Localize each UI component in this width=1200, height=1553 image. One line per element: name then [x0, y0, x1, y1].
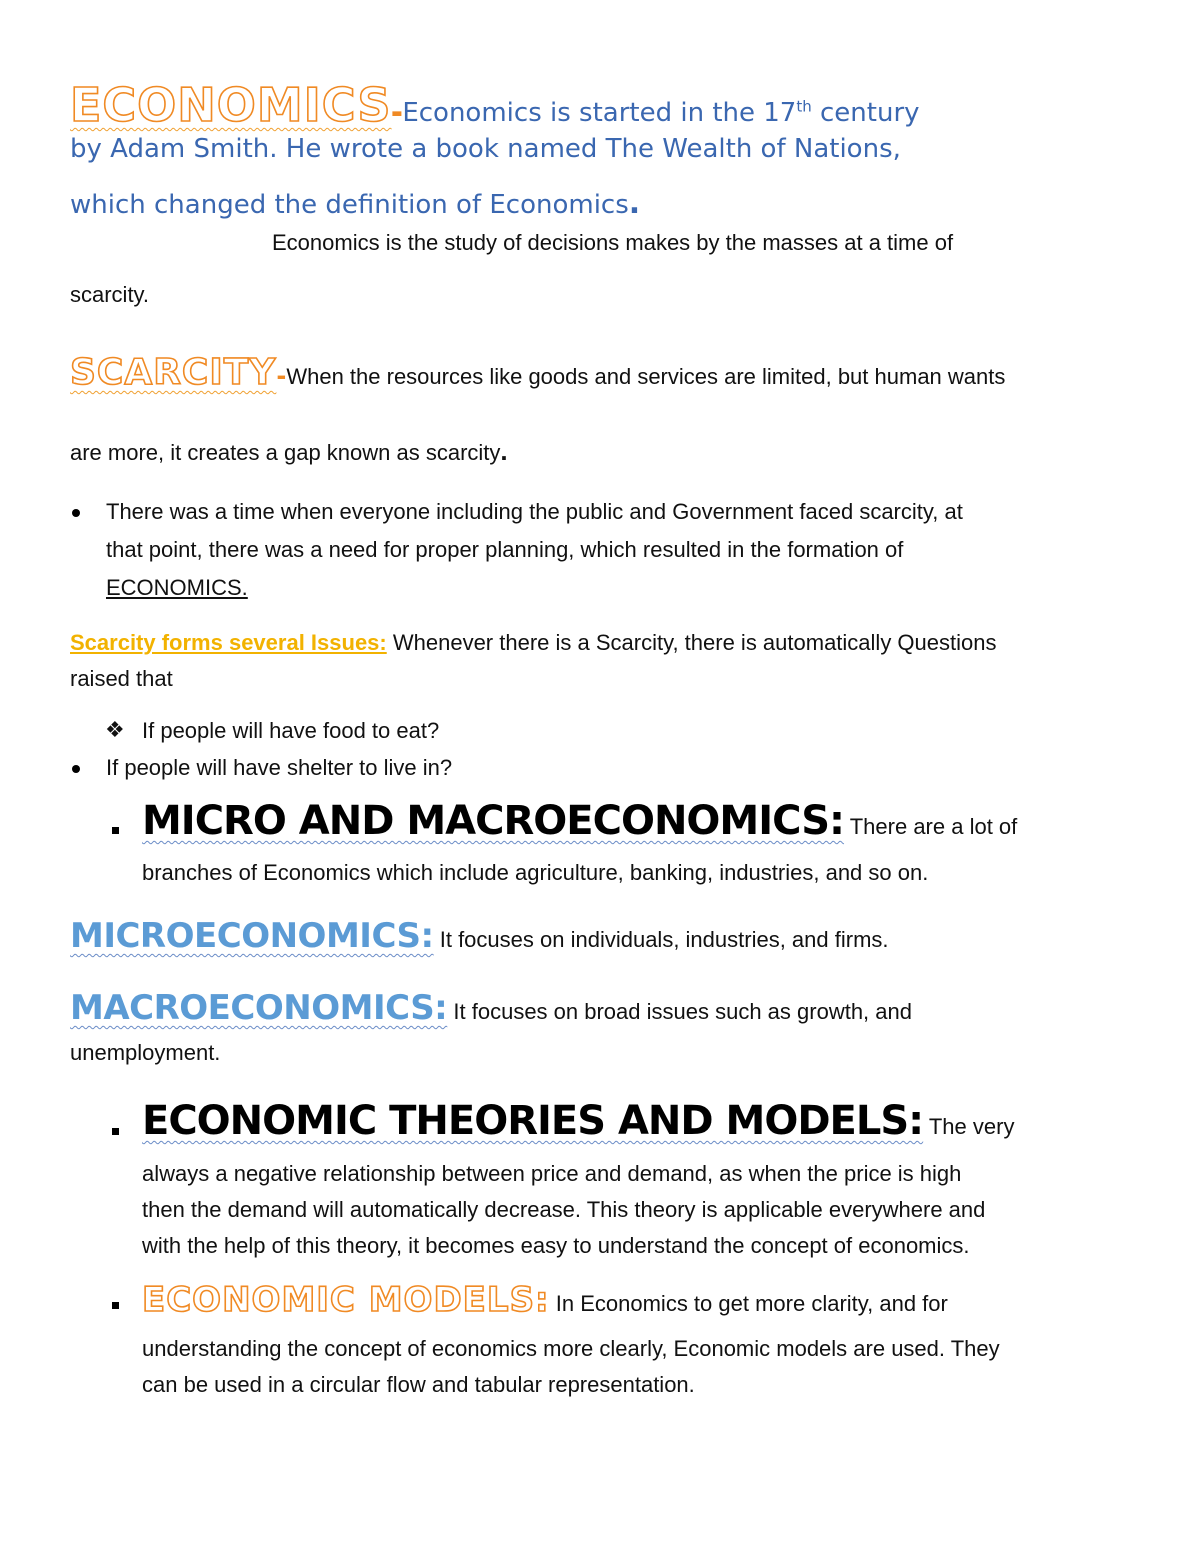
economics-line2: by Adam Smith. He wrote a book named The Wealth of Nations,: [70, 134, 901, 164]
scarcity-line2-text: are more, it creates a gap known as scarcity: [70, 440, 501, 465]
intro-pre: Economics is started in the 17: [402, 98, 797, 128]
micro-line: [70, 916, 889, 956]
scarcity-line2-end: .: [500, 436, 508, 466]
issues-label: Scarcity forms several Issues:: [70, 630, 387, 655]
micro-text: It focuses on individuals, industries, and firms.: [433, 927, 889, 952]
issues-text: Whenever there is a Scarcity, there is automatically Questions: [386, 630, 997, 655]
macro-text2: unemployment.: [70, 1040, 221, 1065]
micro-macro-line: [142, 798, 1017, 844]
bullet-icon: [72, 765, 80, 773]
question2: If people will have shelter to live in?: [106, 755, 453, 780]
issues-line1: [70, 630, 997, 656]
scarcity-dash: -: [276, 362, 287, 390]
micro-macro-text2: branches of Economics which include agriculture, banking, industries, and so on.: [142, 860, 929, 885]
models-heading: ECONOMIC MODELS:: [142, 1280, 550, 1320]
scarcity-heading: SCARCITY: [70, 352, 277, 393]
economics-line3-end: .: [628, 186, 641, 221]
economics-line3: [70, 186, 640, 221]
economics-intro: [402, 98, 919, 128]
issues-line2: raised that: [70, 666, 173, 691]
theories-text1: The very: [923, 1114, 1015, 1139]
theories-heading: ECONOMIC THEORIES AND MODELS:: [142, 1098, 924, 1144]
diamond-bullet-icon: ❖: [105, 717, 125, 742]
scarcity-line1: When the resources like goods and services are limited, but human wants: [286, 364, 1006, 389]
economics-heading-line: [70, 78, 920, 132]
macro-text1: It focuses on broad issues such as growth, and: [447, 999, 912, 1024]
theories-line: [142, 1098, 1014, 1144]
micro-macro-heading: MICRO AND MACROECONOMICS:: [142, 798, 845, 844]
square-bullet-icon: [112, 1128, 119, 1135]
economics-line3-text: which changed the definition of Economics: [70, 190, 629, 220]
square-bullet-icon: [112, 1302, 119, 1309]
micro-macro-text1: There are a lot of: [844, 814, 1018, 839]
theories-text4: with the help of this theory, it becomes easy to understand the concept of economics.: [142, 1233, 970, 1258]
scarcity-heading-line: [70, 352, 1005, 393]
models-text2: understanding the concept of economics more clearly, Economic models are used. They: [142, 1336, 1000, 1361]
scarcity-bullet-line2: that point, there was a need for proper planning, which resulted in the formation of: [106, 537, 904, 562]
intro-sup: th: [796, 97, 812, 116]
models-line: [142, 1280, 948, 1320]
definition-line2: scarcity.: [70, 282, 150, 307]
theories-text2: always a negative relationship between price and demand, as when the price is high: [142, 1161, 962, 1186]
models-text3: can be used in a circular flow and tabular representation.: [142, 1372, 695, 1397]
economics-heading: ECONOMICS: [70, 78, 392, 132]
micro-heading: MICROECONOMICS:: [70, 916, 434, 956]
macro-line: [70, 988, 912, 1028]
scarcity-bullet-line3: ECONOMICS.: [106, 575, 248, 600]
bullet-icon: [72, 509, 80, 517]
scarcity-bullet-line1: There was a time when everyone including the public and Government faced scarcity, at: [106, 499, 963, 524]
intro-post: century: [811, 98, 920, 128]
economics-dash: -: [391, 98, 403, 128]
definition-line1: Economics is the study of decisions makes by the masses at a time of: [272, 230, 954, 255]
theories-text3: then the demand will automatically decrease. This theory is applicable everywhere and: [142, 1197, 986, 1222]
scarcity-line2: [70, 436, 508, 467]
square-bullet-icon: [112, 827, 119, 834]
models-text1: In Economics to get more clarity, and for: [549, 1291, 948, 1316]
macro-heading: MACROECONOMICS:: [70, 988, 448, 1028]
question1: If people will have food to eat?: [142, 718, 440, 743]
